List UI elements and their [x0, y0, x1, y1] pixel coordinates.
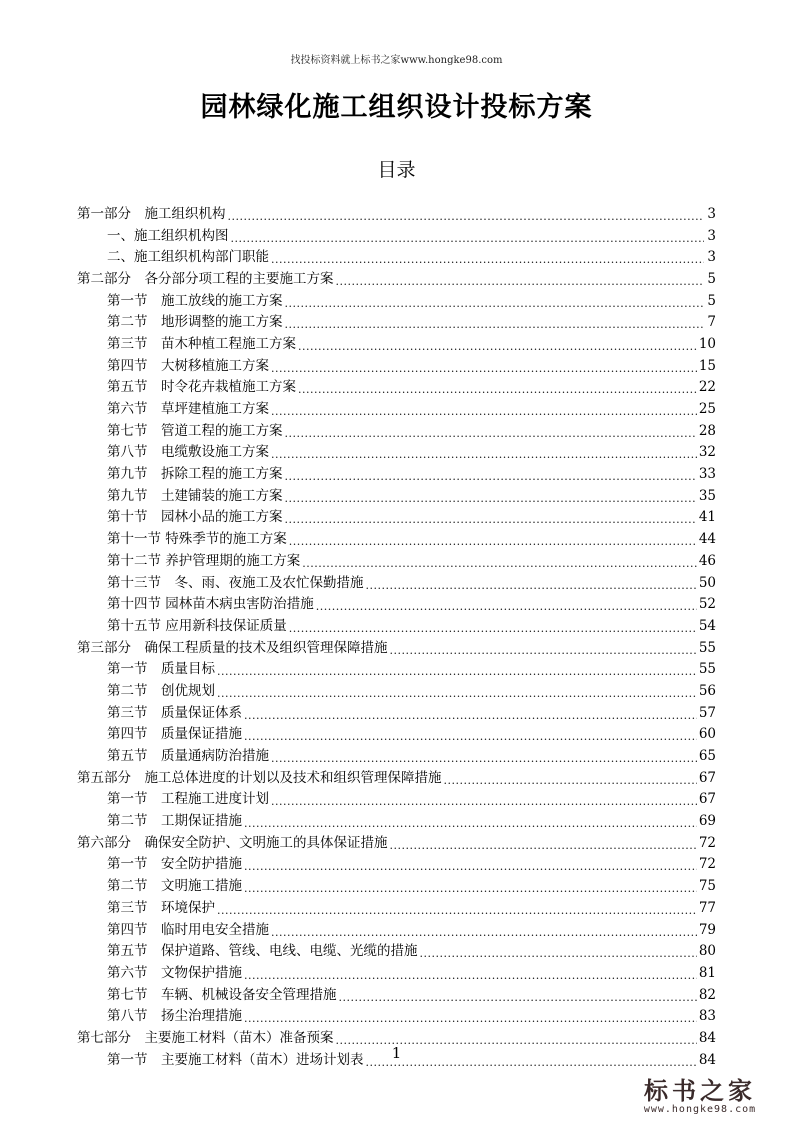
- toc-entry-page: 81: [698, 964, 716, 981]
- toc-entry-page: 79: [698, 921, 716, 938]
- toc-entry-page: 25: [698, 401, 716, 418]
- toc-entry[interactable]: [107, 463, 716, 485]
- toc-entry-page: 65: [698, 748, 716, 765]
- toc-entry-page: 41: [698, 509, 716, 526]
- toc-entry[interactable]: [107, 1005, 716, 1027]
- toc-entry-page: 50: [698, 574, 716, 591]
- toc-entry-page: 55: [698, 639, 716, 656]
- toc-entry-page: 67: [698, 769, 716, 786]
- toc-entry-label: 第二节 文明施工措施: [107, 878, 242, 895]
- toc-entry-label: 第一节 质量目标: [107, 661, 215, 678]
- toc-entry[interactable]: [107, 311, 716, 333]
- page-header-source: 找投标资料就上标书之家www.hongke98.com: [290, 55, 503, 66]
- toc-entry-label: 第一节 施工放线的施工方案: [107, 292, 283, 309]
- toc-entry[interactable]: [77, 203, 716, 225]
- toc-entry[interactable]: [77, 767, 716, 789]
- toc-entry-page: 83: [698, 1008, 716, 1025]
- toc-entry[interactable]: [77, 268, 716, 290]
- toc-entry-page: 15: [698, 357, 716, 374]
- toc-entry[interactable]: [107, 680, 716, 702]
- toc-entry-label: 第一节 主要施工材料（苗木）进场计划表: [107, 1051, 364, 1068]
- toc-entry-label: 第七节 管道工程的施工方案: [107, 422, 283, 439]
- toc-entry[interactable]: [107, 615, 716, 637]
- toc-entry[interactable]: [77, 637, 716, 659]
- toc-entry-page: 80: [698, 943, 716, 960]
- toc-entry-label: 第九节 拆除工程的施工方案: [107, 466, 283, 483]
- toc-entry-label: 第九节 土建铺装的施工方案: [107, 487, 283, 504]
- toc-entry-label: 第五节 质量通病防治措施: [107, 748, 269, 765]
- document-title: 园林绿化施工组织设计投标方案: [200, 92, 593, 123]
- toc-entry[interactable]: [107, 962, 716, 984]
- toc-entry-page: 35: [698, 487, 716, 504]
- toc-entry[interactable]: [107, 854, 716, 876]
- toc-entry[interactable]: [107, 225, 716, 247]
- watermark-logo: [625, 1078, 775, 1118]
- toc-entry-page: 22: [698, 379, 716, 396]
- toc-entry-page: 84: [698, 1051, 716, 1068]
- toc-heading: 目录: [377, 159, 416, 181]
- toc-entry-page: 57: [698, 704, 716, 721]
- toc-entry[interactable]: [107, 246, 716, 268]
- toc-entry-page: 72: [698, 856, 716, 873]
- toc-entry[interactable]: [107, 875, 716, 897]
- toc-entry-label: 第二节 地形调整的施工方案: [107, 314, 283, 331]
- toc-entry-page: 5: [707, 292, 716, 309]
- toc-entry[interactable]: [107, 420, 716, 442]
- toc-entry-page: 55: [698, 661, 716, 678]
- toc-entry-label: 一、施工组织机构图: [107, 227, 229, 244]
- toc-entry-page: 5: [707, 270, 716, 287]
- toc-entry-label: 第四节 大树移植施工方案: [107, 357, 269, 374]
- toc-entry-label: 第五部分 施工总体进度的计划以及技术和组织管理保障措施: [77, 769, 442, 786]
- toc-entry-page: 72: [698, 834, 716, 851]
- toc-entry-label: 第十三节 冬、雨、夜施工及农忙保勤措施: [107, 574, 364, 591]
- toc-entry-page: 75: [698, 878, 716, 895]
- toc-entry-page: 7: [707, 314, 716, 331]
- toc-entry-label: 第二节 工期保证措施: [107, 813, 242, 830]
- toc-entry-label: 第一节 工程施工进度计划: [107, 791, 269, 808]
- toc-entry-page: 56: [698, 682, 716, 699]
- toc-entry[interactable]: [77, 832, 716, 854]
- toc-entry[interactable]: [107, 984, 716, 1006]
- table-of-contents: [0, 203, 793, 1071]
- toc-entry-page: 32: [698, 444, 716, 461]
- toc-entry-label: 第十五节 应用新科技保证质量: [107, 617, 287, 634]
- toc-entry[interactable]: [107, 897, 716, 919]
- toc-entry-label: 第一节 安全防护措施: [107, 856, 242, 873]
- toc-entry-page: 46: [698, 552, 716, 569]
- toc-entry-page: 10: [698, 335, 716, 352]
- watermark-url: www.hongke98.com: [643, 1104, 757, 1115]
- toc-entry[interactable]: [107, 507, 716, 529]
- toc-entry-page: 44: [698, 531, 716, 548]
- toc-entry-label: 第八节 电缆敷设施工方案: [107, 444, 269, 461]
- toc-entry[interactable]: [107, 745, 716, 767]
- toc-entry-label: 第五节 保护道路、管线、电线、电缆、光缆的措施: [107, 943, 418, 960]
- page-number: 1: [391, 1044, 402, 1062]
- toc-entry-label: 第一部分 施工组织机构: [77, 205, 226, 222]
- toc-entry-label: 第六部分 确保安全防护、文明施工的具体保证措施: [77, 834, 388, 851]
- toc-entry-page: 67: [698, 791, 716, 808]
- toc-entry[interactable]: [107, 485, 716, 507]
- toc-entry-page: 33: [698, 466, 716, 483]
- toc-entry-label: 第六节 草坪建植施工方案: [107, 401, 269, 418]
- toc-entry-label: 第二节 创优规划: [107, 682, 215, 699]
- toc-entry[interactable]: [107, 333, 716, 355]
- toc-entry-label: 第三部分 确保工程质量的技术及组织管理保障措施: [77, 639, 388, 656]
- toc-entry[interactable]: [107, 398, 716, 420]
- toc-entry-label: 第四节 临时用电安全措施: [107, 921, 269, 938]
- toc-entry-label: 第十节 园林小品的施工方案: [107, 509, 283, 526]
- toc-entry[interactable]: [107, 528, 716, 550]
- toc-entry-page: 54: [698, 617, 716, 634]
- toc-entry[interactable]: [107, 724, 716, 746]
- toc-entry-label: 第十二节 养护管理期的施工方案: [107, 552, 301, 569]
- toc-entry[interactable]: [107, 377, 716, 399]
- toc-entry[interactable]: [107, 572, 716, 594]
- toc-entry[interactable]: [107, 290, 716, 312]
- toc-entry-label: 第七节 车辆、机械设备安全管理措施: [107, 986, 337, 1003]
- toc-entry[interactable]: [107, 593, 716, 615]
- toc-entry-page: 60: [698, 726, 716, 743]
- toc-entry-label: 第八节 扬尘治理措施: [107, 1008, 242, 1025]
- toc-entry-page: 52: [698, 596, 716, 613]
- toc-entry[interactable]: [107, 702, 716, 724]
- toc-entry-page: 3: [707, 249, 716, 266]
- toc-entry-label: 第七部分 主要施工材料（苗木）准备预案: [77, 1029, 334, 1046]
- toc-entry[interactable]: [107, 940, 716, 962]
- toc-entry-label: 第四节 质量保证措施: [107, 726, 242, 743]
- toc-entry-page: 69: [698, 813, 716, 830]
- toc-entry-label: 第六节 文物保护措施: [107, 964, 242, 981]
- toc-entry-page: 84: [698, 1029, 716, 1046]
- toc-entry-label: 第三节 质量保证体系: [107, 704, 242, 721]
- toc-entry-label: 第十一节 特殊季节的施工方案: [107, 531, 287, 548]
- toc-entry-page: 77: [698, 899, 716, 916]
- toc-entry[interactable]: [107, 789, 716, 811]
- toc-entry[interactable]: [107, 658, 716, 680]
- toc-entry[interactable]: [107, 919, 716, 941]
- toc-entry-label: 第二部分 各分部分项工程的主要施工方案: [77, 270, 334, 287]
- toc-entry[interactable]: [107, 442, 716, 464]
- toc-entry-label: 二、施工组织机构部门职能: [107, 249, 269, 266]
- toc-entry-label: 第五节 时令花卉栽植施工方案: [107, 379, 296, 396]
- toc-entry-label: 第三节 环境保护: [107, 899, 215, 916]
- toc-entry-page: 82: [698, 986, 716, 1003]
- watermark-brand: 标书之家: [644, 1077, 756, 1105]
- toc-entry-page: 3: [707, 227, 716, 244]
- toc-entry-page: 3: [707, 205, 716, 222]
- toc-entry-label: 第三节 苗木种植工程施工方案: [107, 335, 296, 352]
- toc-entry[interactable]: [107, 810, 716, 832]
- toc-entry-page: 28: [698, 422, 716, 439]
- toc-entry-label: 第十四节 园林苗木病虫害防治措施: [107, 596, 314, 613]
- toc-entry[interactable]: [107, 550, 716, 572]
- toc-entry[interactable]: [107, 355, 716, 377]
